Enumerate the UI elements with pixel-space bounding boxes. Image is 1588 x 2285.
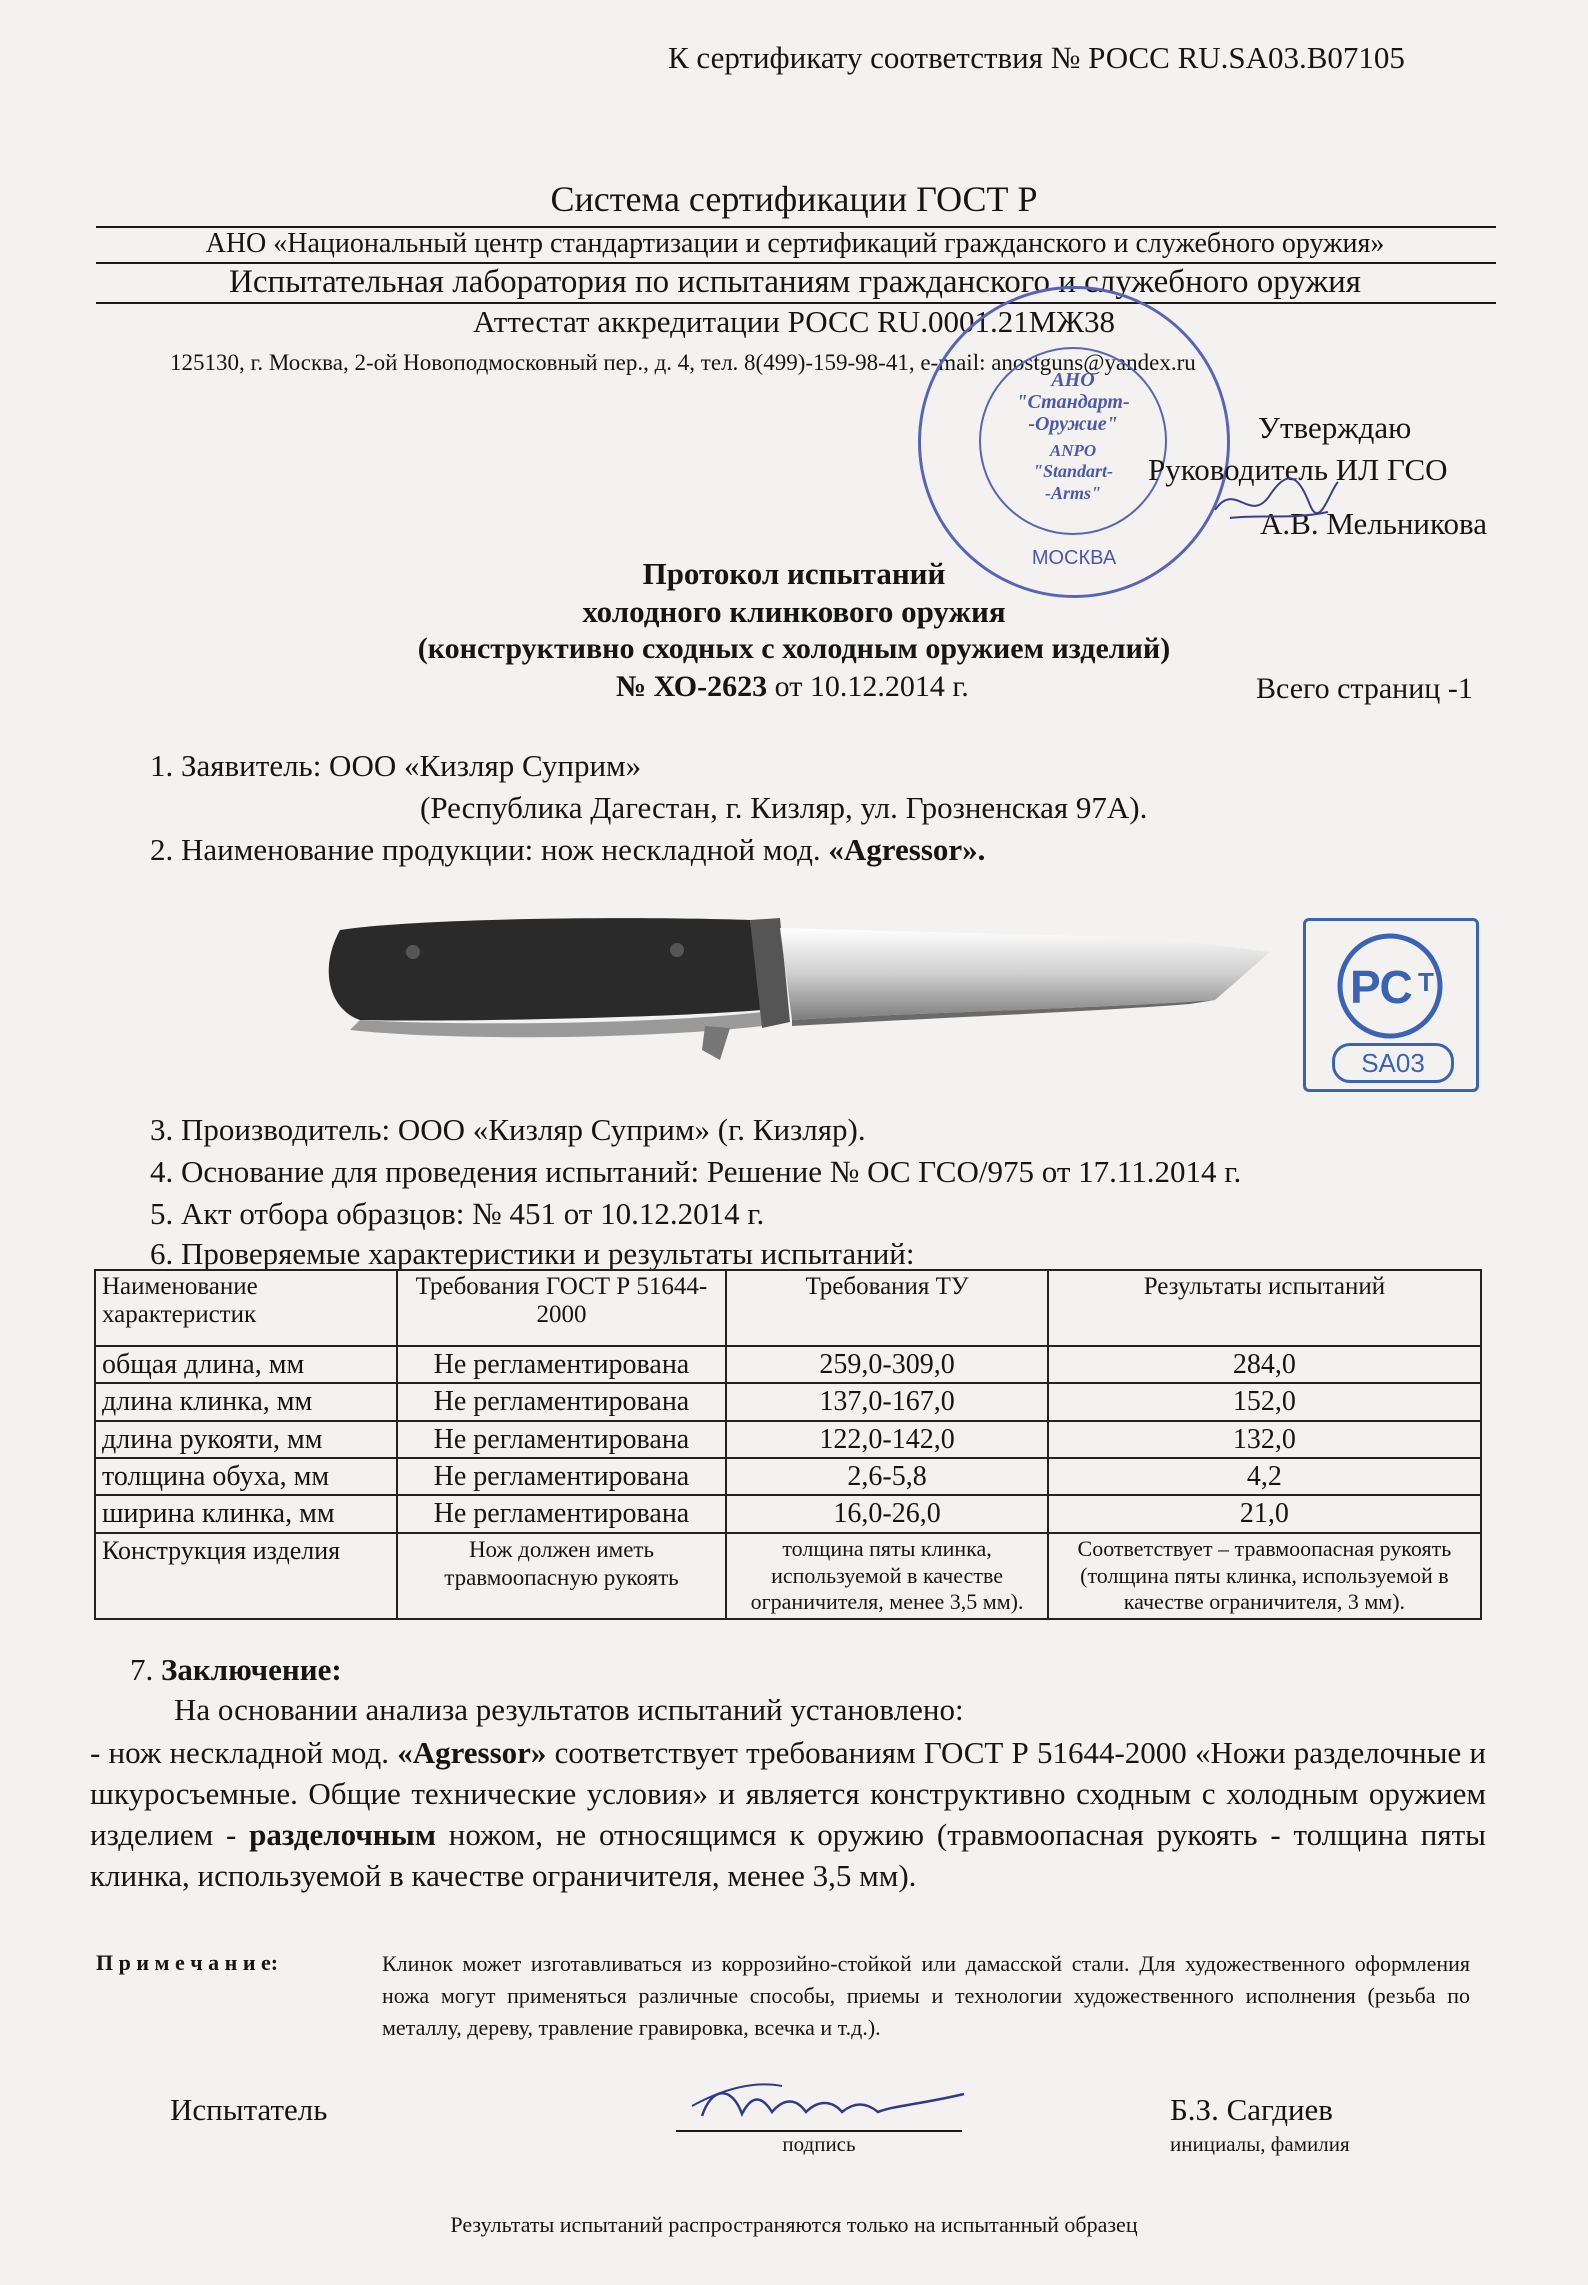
gost-logo-code: SA03 xyxy=(1332,1043,1454,1083)
sampling-act: 5. Акт отбора образцов: № 451 от 10.12.2014 г. xyxy=(150,1196,765,1231)
certificate-reference: К сертификату соответствия № РОСС RU.SA03.B07105 xyxy=(668,40,1405,75)
approval-position: Руководитель ИЛ ГСО xyxy=(1148,452,1448,487)
footer-note: Результаты испытаний распространяются только на испытанный образец xyxy=(450,2212,1138,2237)
svg-text:Т: Т xyxy=(1418,967,1434,997)
organization-name: АНО «Национальный центр стандартизации и сертификаций гражданского и служебного оружия» xyxy=(205,228,1385,259)
conclusion-intro: На основании анализа результатов испытаний установлено: xyxy=(174,1692,964,1727)
note-label: П р и м е ч а н и е: xyxy=(96,1950,279,1975)
lab-address: 125130, г. Москва, 2-ой Новоподмосковный пер., д. 4, тел. 8(499)-159-98-41, e-mail: anostguns@yandex.ru xyxy=(170,350,1196,375)
conclusion-text: - нож нескладной мод. «Agressor» соответствует требованиям ГОСТ Р 51644-2000 «Ножи разделочные и шкуросъемные. Общие технические условия» и является конструктивно сходным с холодным оружием изделием - разделочным ножом, не относящимся к оружию (травмоопасная рукоять - толщина пяты клинка, используемой в качестве ограничителя, менее 3,5 мм). xyxy=(90,1735,1486,1893)
table-row: ширина клинка, мм Не регламентирована 16,0-26,0 21,0 xyxy=(95,1495,1481,1532)
protocol-title: Протокол испытаний xyxy=(642,556,946,591)
applicant-address: (Республика Дагестан, г. Кизляр, ул. Грозненская 97А). xyxy=(420,790,1148,825)
certification-system-title: Система сертификации ГОСТ Р xyxy=(550,179,1038,219)
total-pages: Всего страниц -1 xyxy=(1256,672,1473,705)
gost-certification-logo xyxy=(1303,918,1479,1092)
table-row-construction: Конструкция изделия Нож должен иметь травмоопасную рукоять толщина пяты клинка, используемой в качестве ограничителя, менее 3,5 мм). Соответствует – травмоопасная рукоять (толщина пяты клинка, используемой в качестве ограничителя, 3 мм). xyxy=(95,1533,1481,1619)
tester-signature-icon xyxy=(672,2076,972,2132)
results-table xyxy=(94,1269,1482,1620)
table-row: общая длина, мм Не регламентирована 259,0-309,0 284,0 xyxy=(95,1346,1481,1383)
approval-label: Утверждаю xyxy=(1258,410,1412,445)
table-row: длина клинка, мм Не регламентирована 137,0-167,0 152,0 xyxy=(95,1383,1481,1420)
note-text: Клинок может изготавливаться из коррозийно-стойкой или дамасской стали. Для художественного оформления ножа могут применяться различные способы, приемы и технологии художественного исполнения (резьба по металлу, дереву, травление гравировка, всечка и т.д.). xyxy=(382,1951,1470,2040)
seal-city: МОСКВА xyxy=(1031,547,1117,569)
column-header: Наименование характеристик xyxy=(95,1270,397,1346)
testing-basis: 4. Основание для проведения испытаний: Решение № ОС ГСО/975 от 17.11.2014 г. xyxy=(150,1154,1242,1189)
laboratory-name: Испытательная лаборатория по испытаниям гражданского и служебного оружия xyxy=(228,264,1361,300)
tester-label: Испытатель xyxy=(170,2092,328,2127)
applicant: 1. Заявитель: ООО «Кизляр Суприм» xyxy=(150,748,642,783)
svg-text:РС: РС xyxy=(1350,961,1413,1013)
protocol-number: № ХО-2623 xyxy=(616,670,768,703)
conclusion-heading: 7. Заключение: xyxy=(130,1652,342,1687)
name-caption: инициалы, фамилия xyxy=(1170,2132,1350,2156)
table-row: длина рукояти, мм Не регламентирована 122,0-142,0 132,0 xyxy=(95,1421,1481,1458)
accreditation-number: Аттестат аккредитации РОСС RU.0001.21МЖ38 xyxy=(472,304,1116,339)
knife-image xyxy=(310,900,1290,1070)
approval-name: А.В. Мельникова xyxy=(1260,506,1487,541)
protocol-subtitle-note: (конструктивно сходных с холодным оружием изделий) xyxy=(417,632,1171,665)
product-model: «Agressor». xyxy=(828,832,986,867)
table-header-row xyxy=(95,1270,1481,1346)
approval-signature-icon xyxy=(1210,470,1340,530)
product-name-line: 2. Наименование продукции: нож нескладной мод. «Agressor». xyxy=(150,832,986,867)
column-header: Результаты испытаний xyxy=(1048,1270,1481,1346)
tester-name: Б.З. Сагдиев xyxy=(1170,2092,1333,2127)
column-header: Требования ТУ xyxy=(726,1270,1047,1346)
protocol-number-line xyxy=(616,670,969,704)
manufacturer: 3. Производитель: ООО «Кизляр Суприм» (г. Кизляр). xyxy=(150,1112,866,1147)
protocol-subtitle: холодного клинкового оружия xyxy=(582,594,1006,629)
organization-seal: АНО "Стандарт- -Оружие" ANPO "Standart- -Arms" МОСКВА xyxy=(918,286,1230,598)
characteristics-heading: 6. Проверяемые характеристики и результаты испытаний: xyxy=(150,1236,915,1271)
signature-caption: подпись xyxy=(782,2132,856,2156)
table-row: толщина обуха, мм Не регламентирована 2,6-5,8 4,2 xyxy=(95,1458,1481,1495)
protocol-date: от 10.12.2014 г. xyxy=(767,670,969,703)
column-header: Требования ГОСТ Р 51644-2000 xyxy=(397,1270,727,1346)
gost-mark-icon xyxy=(1320,931,1460,1041)
